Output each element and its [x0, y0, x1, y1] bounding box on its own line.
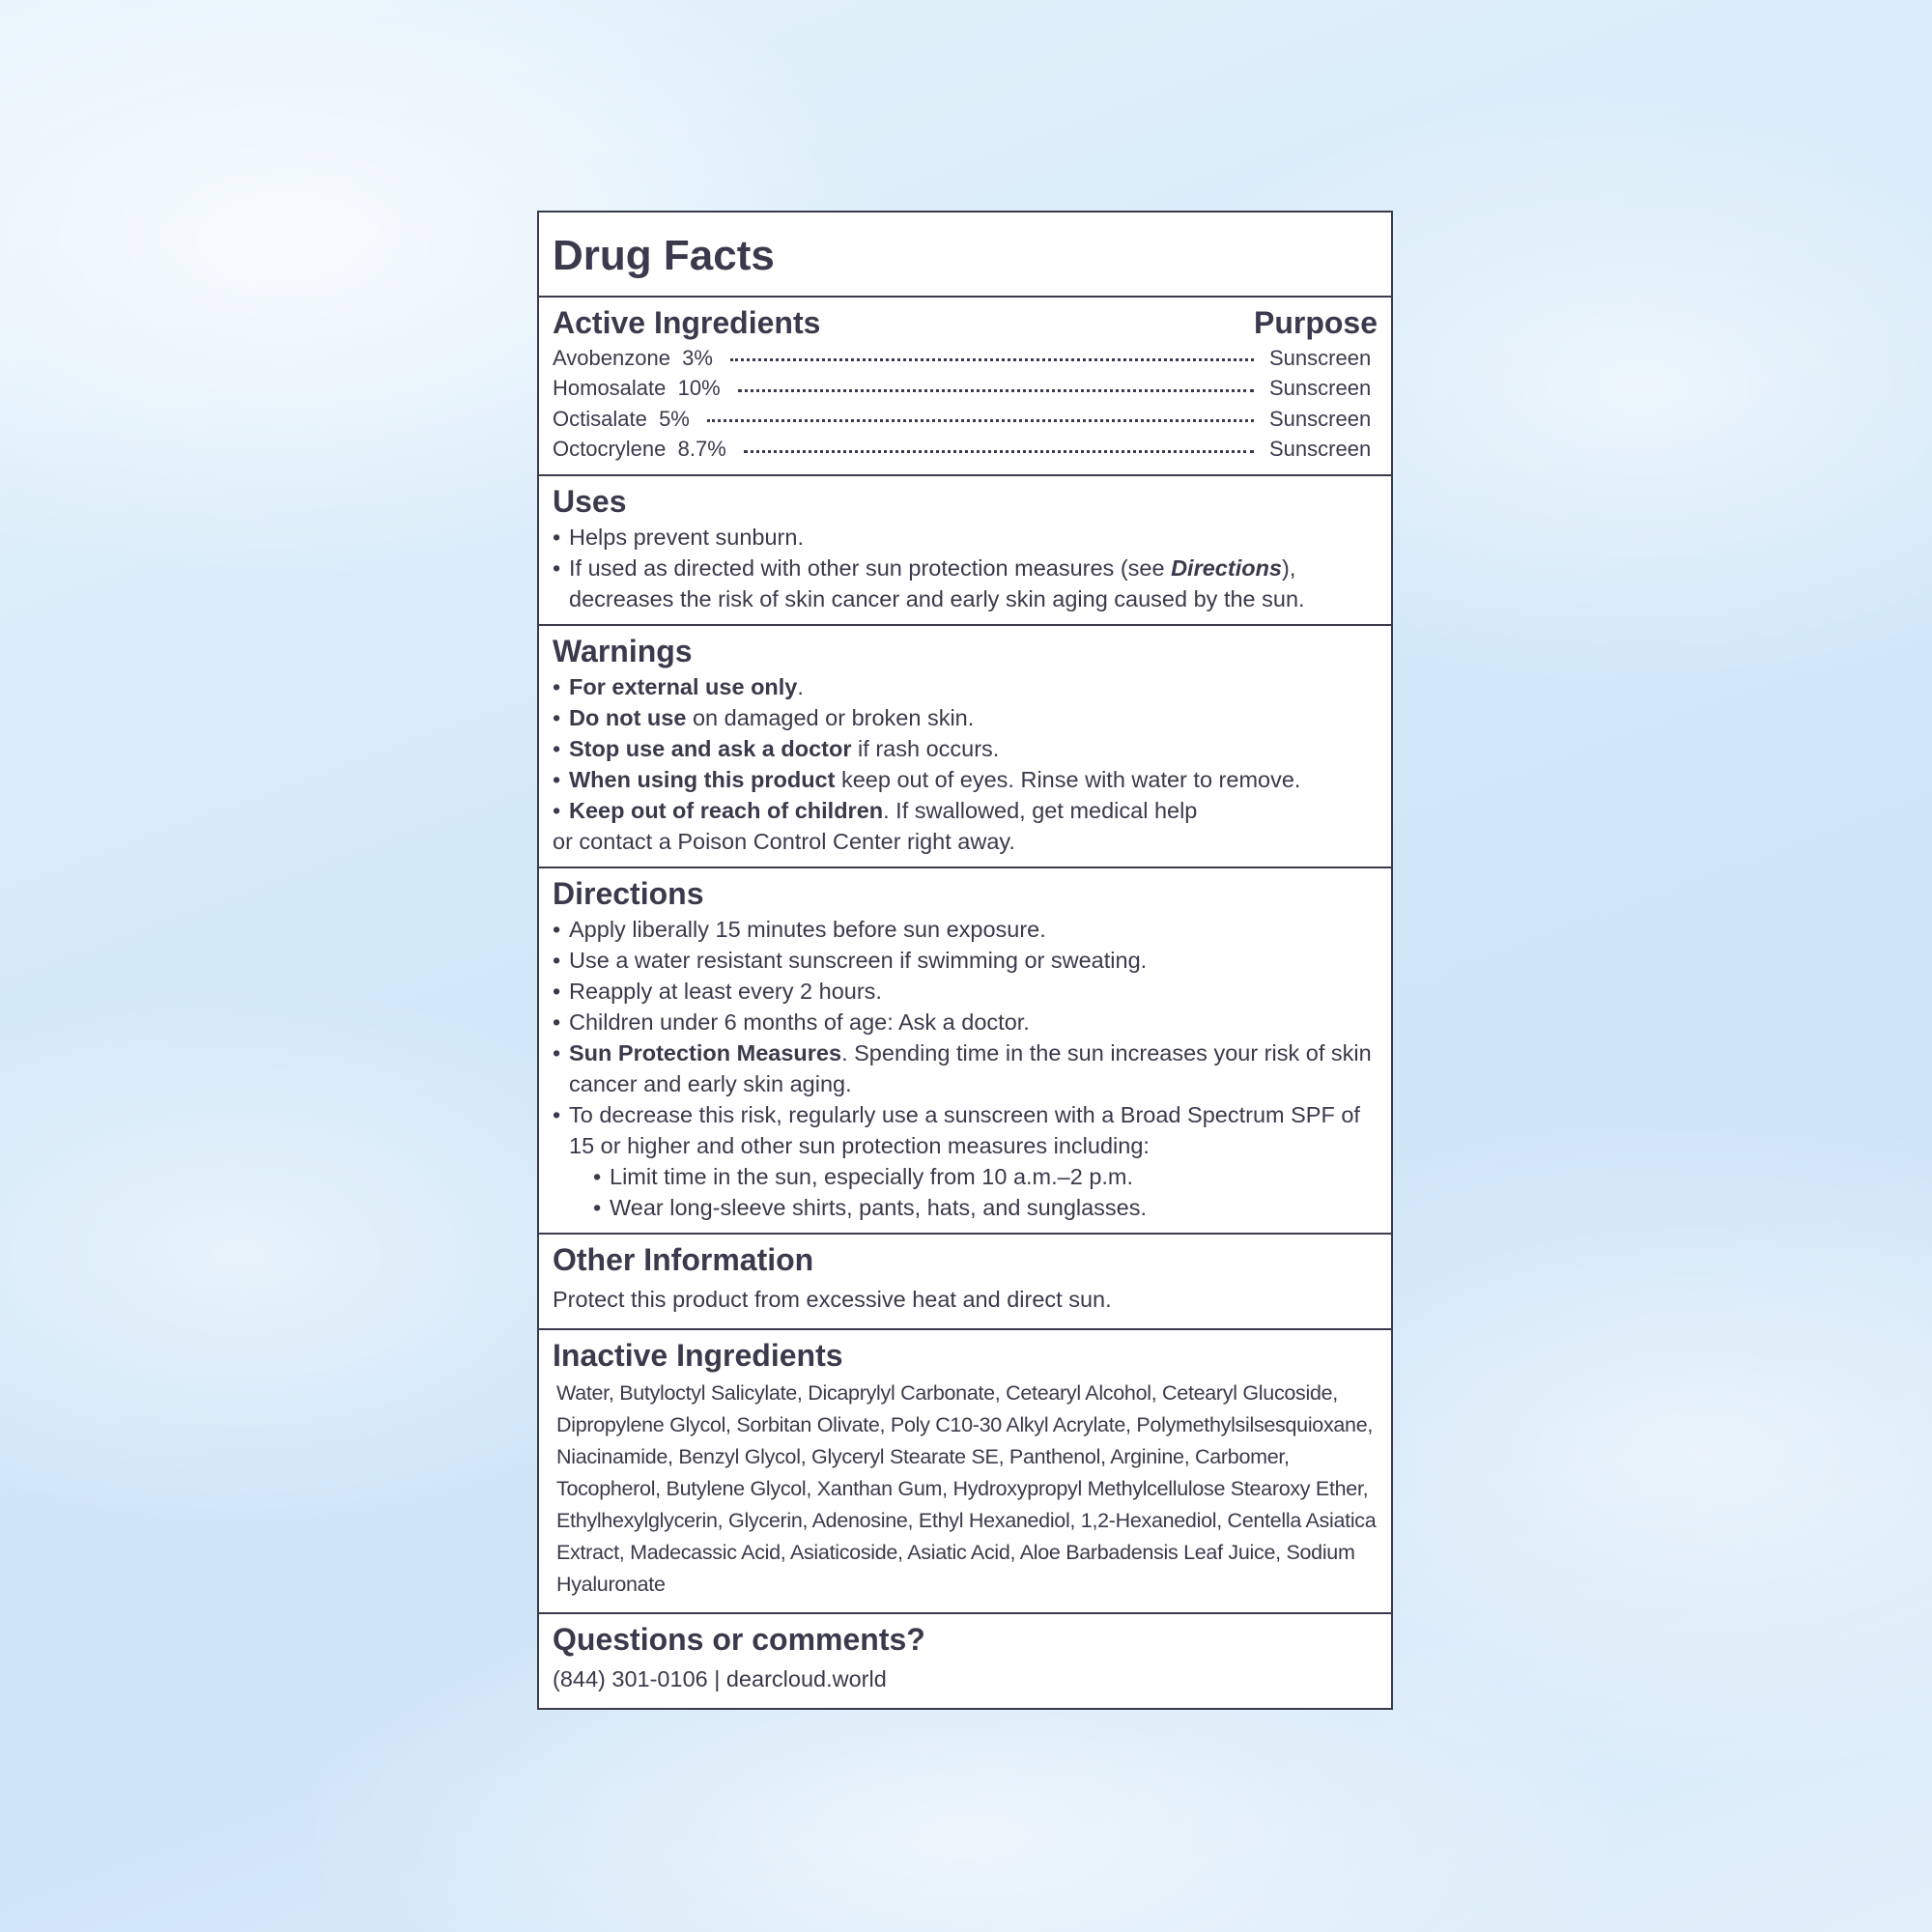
warning-continuation: or contact a Poison Control Center right away. — [553, 829, 1015, 854]
contact-info: (844) 301-0106 | dearcloud.world — [553, 1666, 887, 1691]
direction-item: • Use a water resistant sunscreen if swimming or sweating. — [553, 945, 1378, 976]
uses-section — [539, 474, 1391, 624]
directions-heading: Directions — [553, 876, 704, 911]
warning-item: • For external use only. — [553, 671, 1378, 702]
dot-leader — [744, 450, 1254, 453]
active-ingredient-row — [553, 435, 1378, 466]
title-section — [539, 213, 1391, 296]
ingredient-purpose: Sunscreen — [1269, 345, 1372, 370]
uses-heading: Uses — [553, 484, 627, 519]
warning-item: • Keep out of reach of children. If swallowed, get medical help — [553, 795, 1378, 826]
dot-leader — [707, 419, 1254, 422]
direction-subitem: • Limit time in the sun, especially from 10 a.m.–2 p.m. — [593, 1161, 1378, 1192]
ingredient-name: Avobenzone 3% — [553, 345, 713, 370]
dot-leader — [730, 358, 1254, 361]
direction-item: • To decrease this risk, regularly use a sunscreen with a Broad Spectrum SPF of 15 or higher and other sun protection measures including: — [553, 1099, 1378, 1161]
direction-item: • Sun Protection Measures. Spending time in the sun increases your risk of skin cancer and early skin aging. — [553, 1037, 1378, 1099]
uses-item: • Helps prevent sunburn. — [553, 522, 1378, 553]
uses-item: • If used as directed with other sun protection measures (see Directions), decreases the risk of skin cancer and early skin aging caused by the sun. — [553, 553, 1378, 614]
active-ingredients-section — [539, 296, 1391, 474]
drug-facts-panel — [537, 211, 1393, 1710]
dot-leader — [738, 389, 1254, 392]
other-information-heading: Other Information — [553, 1242, 814, 1277]
uses-list — [553, 522, 1378, 614]
ingredient-purpose: Sunscreen — [1269, 406, 1372, 431]
warnings-list — [553, 671, 1378, 826]
ingredient-name: Octocrylene 8.7% — [553, 437, 726, 462]
direction-item: • Children under 6 months of age: Ask a doctor. — [553, 1007, 1378, 1037]
other-information-section — [539, 1233, 1391, 1328]
direction-item: • Apply liberally 15 minutes before sun exposure. — [553, 914, 1378, 945]
drug-facts-title: Drug Facts — [553, 232, 775, 279]
warnings-section — [539, 624, 1391, 867]
warning-item: • Do not use on damaged or broken skin. — [553, 702, 1378, 733]
active-ingredients-heading: Active Ingredients — [553, 305, 821, 340]
ingredient-name: Octisalate 5% — [553, 406, 690, 431]
inactive-ingredients-section — [539, 1328, 1391, 1612]
warnings-heading: Warnings — [553, 634, 693, 668]
questions-heading: Questions or comments? — [553, 1622, 925, 1657]
active-ingredients-header — [553, 305, 1378, 343]
active-ingredient-row — [553, 374, 1378, 405]
direction-subitem: • Wear long-sleeve shirts, pants, hats, and sunglasses. — [593, 1192, 1378, 1223]
ingredient-purpose: Sunscreen — [1269, 376, 1372, 401]
inactive-ingredients-text: Water, Butyloctyl Salicylate, Dicaprylyl Carbonate, Cetearyl Alcohol, Cetearyl Glucoside, Dipropylene Glycol, Sorbitan Olivate, Poly C10-30 Alkyl Acrylate, Polymethylsilsesquioxane, Niacinamide, Benzyl Glycol, Glyceryl Stearate SE, Panthenol, Arginine, Carbomer, Tocopherol, Butylene Glycol, Xanthan Gum, Hydroxypropyl Methylcellulose Stearoxy Ether, Ethylhexylglycerin, Glycerin, Adenosine, Ethyl Hexanediol, 1,2-Hexanediol, Centella Asiatica Extract, Madecassic Acid, Asiaticoside, Asiatic Acid, Aloe Barbadensis Leaf Juice, Sodium Hyaluronate — [556, 1381, 1377, 1596]
active-ingredient-row — [553, 404, 1378, 435]
inactive-ingredients-heading: Inactive Ingredients — [553, 1338, 843, 1373]
active-ingredient-row — [553, 343, 1378, 374]
directions-reference: Directions — [1171, 555, 1282, 581]
ingredient-name: Homosalate 10% — [553, 376, 721, 401]
directions-list — [553, 914, 1378, 1223]
purpose-heading: Purpose — [1253, 305, 1378, 340]
direction-item: • Reapply at least every 2 hours. — [553, 976, 1378, 1007]
ingredient-purpose: Sunscreen — [1269, 437, 1372, 462]
other-information-text: Protect this product from excessive heat and direct sun. — [553, 1287, 1112, 1312]
warning-item: • When using this product keep out of eyes. Rinse with water to remove. — [553, 764, 1378, 795]
directions-section — [539, 867, 1391, 1233]
warning-item: • Stop use and ask a doctor if rash occurs. — [553, 733, 1378, 764]
questions-section — [539, 1612, 1391, 1708]
